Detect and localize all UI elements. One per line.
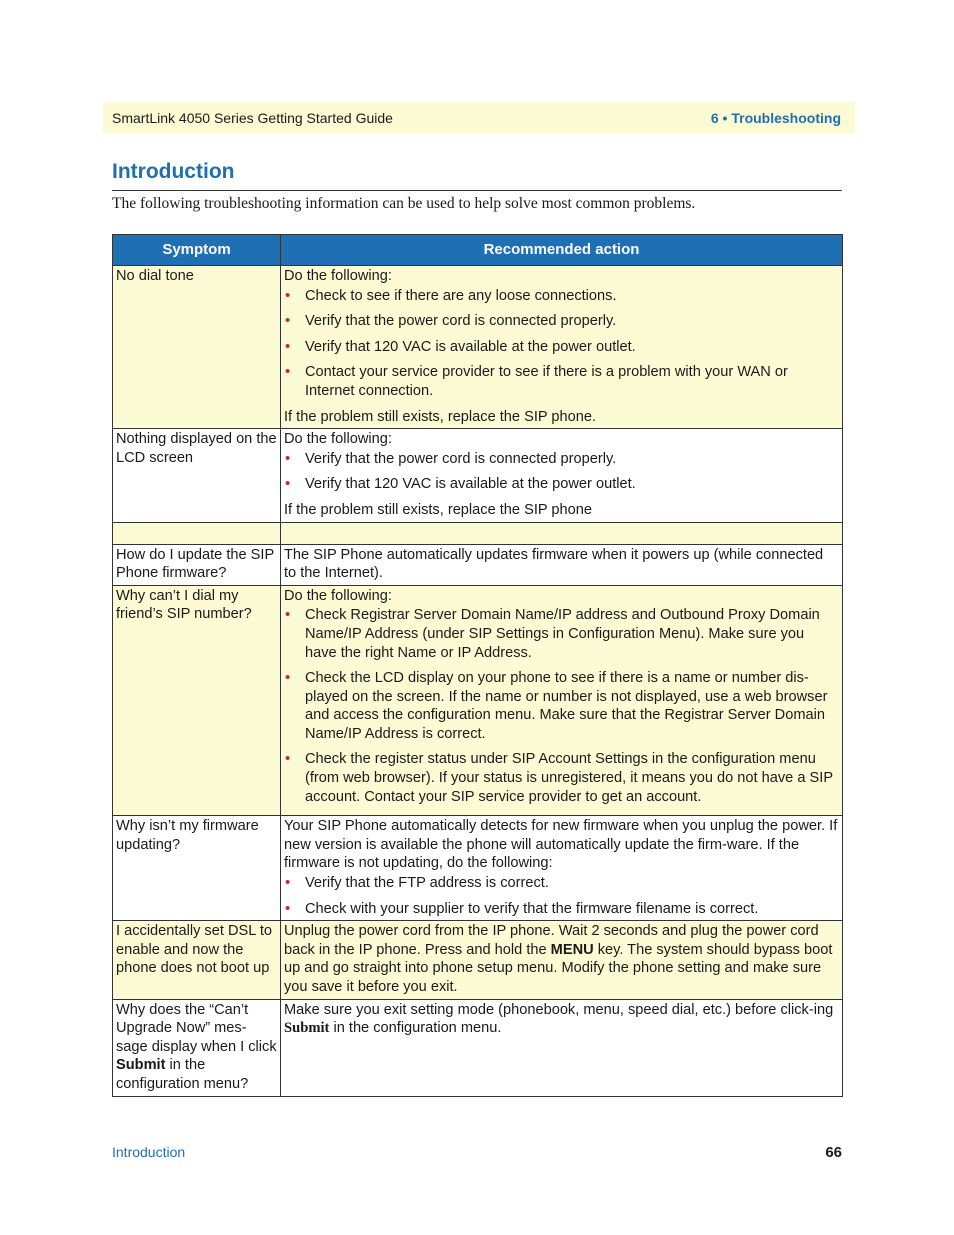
action-cell <box>281 429 843 522</box>
list-item: • Verify that the FTP address is correct. <box>284 874 839 893</box>
symptom-text: in the configuration menu? <box>116 1057 249 1092</box>
symptom-cell: No dial tone <box>113 266 281 429</box>
list-item: • Check to see if there are any loose connections. <box>284 287 839 306</box>
action-lead: Do the following: <box>284 587 392 604</box>
list-item: • Verify that 120 VAC is available at the power outlet. <box>284 475 839 494</box>
list-item: • Check the register status under SIP Account Settings in the configuration menu (from web browser). If your status is unregistered, it means you do not have a SIP account. Contact your SIP service provider to get an account. <box>284 750 839 806</box>
list-item: • Verify that 120 VAC is available at the power outlet. <box>284 338 839 357</box>
symptom-cell: Why can’t I dial my friend’s SIP number? <box>113 585 281 816</box>
symptom-cell: How do I update the SIP Phone firmware? <box>113 544 281 585</box>
page-number: 66 <box>825 1144 842 1161</box>
action-text: in the configuration menu. <box>329 1020 502 1037</box>
action-lead: Do the following: <box>284 268 392 284</box>
symptom-text: Why does the “Can’t Upgrade Now” mes-sage display when I click <box>116 1001 277 1055</box>
list-item: • Verify that the power cord is connected properly. <box>284 312 839 331</box>
symptom-cell: I accidentally set DSL to enable and now the phone does not boot up <box>113 921 281 999</box>
menu-key-label: MENU <box>550 941 594 958</box>
action-cell <box>281 921 843 999</box>
action-lead: Your SIP Phone automatically detects for new firmware when you unplug the power. If new version is available the phone will automatically update the firm-ware. If the firmware is not updating, do the following: <box>284 818 838 872</box>
action-cell <box>281 585 843 816</box>
table-row <box>113 999 843 1096</box>
list-item: • Contact your service provider to see if there is a problem with your WAN or Internet connection. <box>284 363 839 400</box>
table-row <box>113 816 843 921</box>
troubleshooting-table <box>112 234 843 1097</box>
action-cell <box>281 266 843 429</box>
table-row <box>113 544 843 585</box>
header-chapter: 6 • Troubleshooting <box>710 109 841 126</box>
empty-row <box>113 522 843 544</box>
action-list <box>284 606 839 806</box>
empty-cell <box>113 522 281 544</box>
list-item: • Verify that the power cord is connected properly. <box>284 450 839 469</box>
table-row <box>113 585 843 816</box>
submit-label: Submit <box>284 1020 330 1037</box>
action-tail: If the problem still exists, replace the SIP phone. <box>284 408 597 425</box>
list-item: • Check Registrar Server Domain Name/IP address and Outbound Proxy Domain Name/IP Address (under SIP Settings in Configuration Menu). Make sure you have the right Name or IP Address. <box>284 606 839 662</box>
symptom-cell: Why isn’t my firmware updating? <box>113 816 281 921</box>
action-text: Unplug the power cord from the IP phone. Wait 2 seconds and plug the power cord back in the IP phone. Press and hold the <box>284 923 819 958</box>
table-row <box>113 921 843 999</box>
intro-paragraph: The following troubleshooting information can be used to help solve most common problems. <box>112 195 696 212</box>
table-header-row <box>113 235 843 266</box>
action-lead: Do the following: <box>284 431 392 448</box>
empty-cell <box>281 522 843 544</box>
action-list <box>284 450 839 494</box>
action-cell <box>281 999 843 1096</box>
header-guide-title: SmartLink 4050 Series Getting Started Guide <box>112 109 393 126</box>
action-tail: If the problem still exists, replace the SIP phone <box>284 501 592 518</box>
title-rule <box>112 190 842 191</box>
list-item: • Check the LCD display on your phone to see if there is a name or number dis-played on the screen. If the name or number is not displayed, use a web browser and access the configuration menu. Make sure that the Registrar Server Domain Name/IP Address is correct. <box>284 669 839 743</box>
table-row <box>113 266 843 429</box>
action-cell <box>281 816 843 921</box>
action-text: key. The system should bypass boot up and go straight into phone setup menu. Modify the phone setting and make sure you save it before you exit. <box>284 941 833 995</box>
symptom-cell <box>113 999 281 1096</box>
symptom-header: Symptom <box>113 235 281 266</box>
action-list <box>284 874 839 918</box>
action-text: Make sure you exit setting mode (phonebook, menu, speed dial, etc.) before click-ing <box>284 1001 834 1018</box>
table-row <box>113 429 843 522</box>
page-title: Introduction <box>112 160 235 183</box>
running-header <box>103 102 855 133</box>
submit-label: Submit <box>116 1057 166 1074</box>
action-header: Recommended action <box>281 235 843 266</box>
action-cell: The SIP Phone automatically updates firmware when it powers up (while connected to the Internet). <box>281 544 843 585</box>
footer-section: Introduction <box>112 1144 186 1160</box>
symptom-cell: Nothing displayed on the LCD screen <box>113 429 281 522</box>
action-list <box>284 287 839 401</box>
list-item: • Check with your supplier to verify that the firmware filename is correct. <box>284 900 839 919</box>
